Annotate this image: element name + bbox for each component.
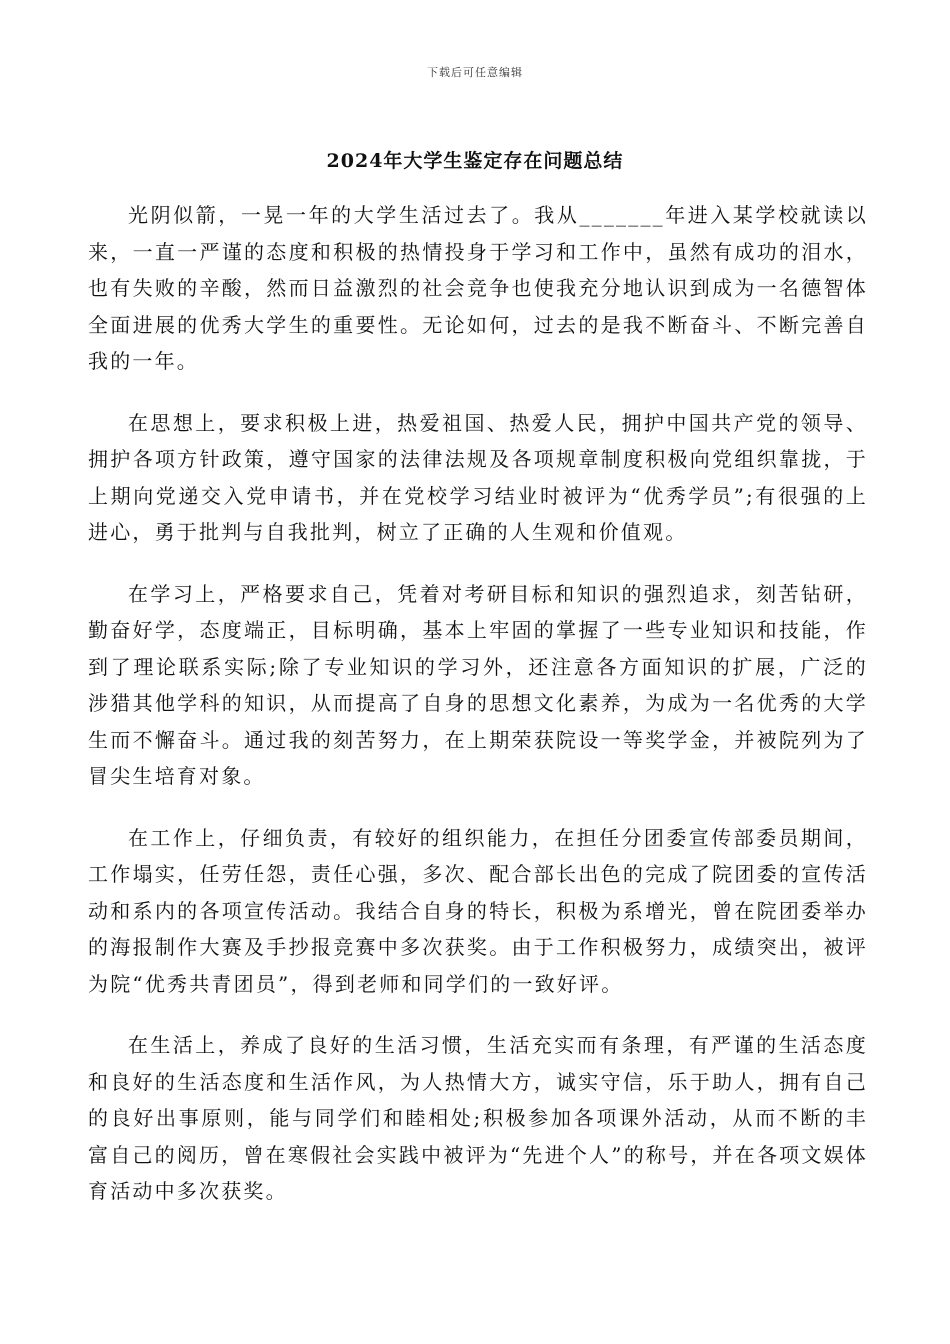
document-body [88,197,868,1235]
paragraph-life: 在生活上，养成了良好的生活习惯，生活充实而有条理，有严谨的生活态度和良好的生活态度和生活作风，为人热情大方，诚实守信，乐于助人，拥有自己的良好出事原则，能与同学们和睦相处;积极参加各项课外活动，从而不断的丰富自己的阅历，曾在寒假社会实践中被评为“先进个人”的称号，并在各项文娱体育活动中多次获奖。 [88,1033,868,1203]
paragraph-ideology: 在思想上，要求积极上进，热爱祖国、热爱人民，拥护中国共产党的领导、拥护各项方针政策，遵守国家的法律法规及各项规章制度积极向党组织靠拢，于上期向党递交入党申请书，并在党校学习结业时被评为“优秀学员”;有很强的上进心，勇于批判与自我批判，树立了正确的人生观和价值观。 [88,410,868,544]
paragraph-work: 在工作上，仔细负责，有较好的组织能力，在担任分团委宣传部委员期间，工作塌实，任劳任怨，责任心强，多次、配合部长出色的完成了院团委的宣传活动和系内的各项宣传活动。我结合自身的特长，积极为系增光，曾在院团委举办的海报制作大赛及手抄报竞赛中多次获奖。由于工作积极努力，成绩突出，被评为院“优秀共青团员”，得到老师和同学们的一致好评。 [88,825,868,996]
paragraph-intro: 光阴似箭，一晃一年的大学生活过去了。我从_______年进入某学校就读以来，一直一严谨的态度和积极的热情投身于学习和工作中，虽然有成功的泪水，也有失败的辛酸，然而日益激烈的社会竞争也使我充分地认识到成为一名德智体全面进展的优秀大学生的重要性。无论如何，过去的是我不断奋斗、不断完善自我的一年。 [88,203,868,373]
paragraph-study: 在学习上，严格要求自己，凭着对考研目标和知识的强烈追求，刻苦钻研，勤奋好学，态度端正，目标明确，基本上牢固的掌握了一些专业知识和技能，作到了理论联系实际;除了专业知识的学习外，还注意各方面知识的扩展，广泛的涉猎其他学科的知识，从而提高了自身的思想文化素养，为成为一名优秀的大学生而不懈奋斗。通过我的刻苦努力，在上期荣获院设一等奖学金，并被院列为了冒尖生培育对象。 [88,581,868,788]
document-title: 2024年大学生鉴定存在问题总结 [326,150,624,172]
header-note: 下载后可任意编辑 [427,66,523,79]
